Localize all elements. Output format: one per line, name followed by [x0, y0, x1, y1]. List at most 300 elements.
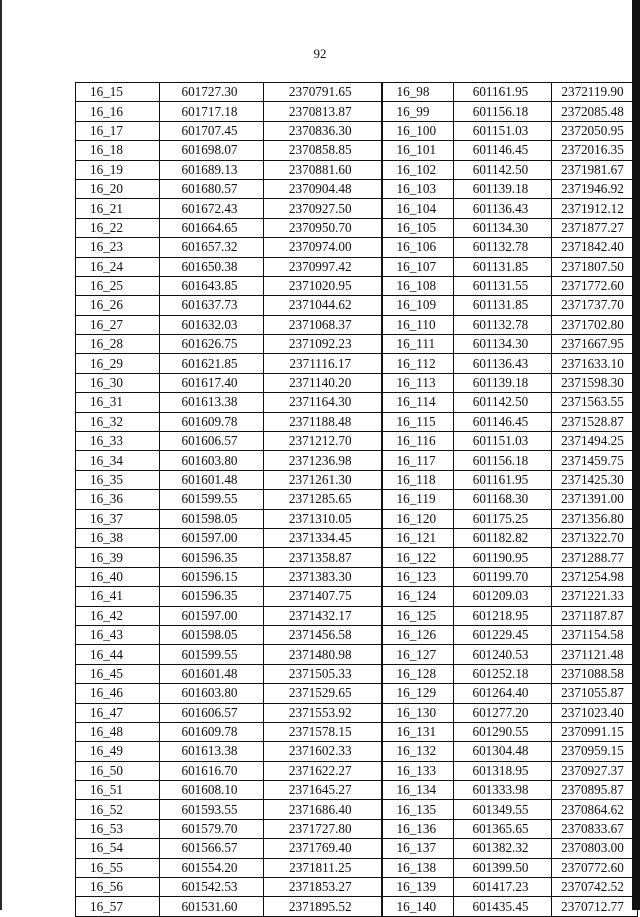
- x-coordinate-cell: 601672.43: [160, 199, 264, 218]
- table-row: [76, 315, 638, 334]
- x-coordinate-cell: 601621.85: [160, 354, 264, 373]
- x-coordinate-cell: 601566.57: [160, 839, 264, 858]
- table-row: [76, 761, 638, 780]
- point-id-cell: 16_122: [382, 548, 454, 567]
- point-id-cell: 16_56: [76, 878, 160, 897]
- y-coordinate-cell: 2372119.90: [552, 83, 638, 102]
- point-id-cell: 16_98: [382, 83, 454, 102]
- y-coordinate-cell: 2371895.52: [264, 897, 382, 916]
- y-coordinate-cell: 2371407.75: [264, 587, 382, 606]
- table-row: [76, 335, 638, 354]
- point-id-cell: 16_40: [76, 567, 160, 586]
- point-id-cell: 16_112: [382, 354, 454, 373]
- x-coordinate-cell: 601182.82: [454, 528, 552, 547]
- y-coordinate-cell: 2371116.17: [264, 354, 382, 373]
- x-coordinate-cell: 601240.53: [454, 645, 552, 664]
- y-coordinate-cell: 2371188.48: [264, 412, 382, 431]
- y-coordinate-cell: 2370803.00: [552, 839, 638, 858]
- point-id-cell: 16_29: [76, 354, 160, 373]
- table-row: [76, 509, 638, 528]
- table-row: [76, 878, 638, 897]
- x-coordinate-cell: 601151.03: [454, 121, 552, 140]
- y-coordinate-cell: 2371981.67: [552, 160, 638, 179]
- y-coordinate-cell: 2371261.30: [264, 470, 382, 489]
- x-coordinate-cell: 601603.80: [160, 684, 264, 703]
- table-row: [76, 703, 638, 722]
- table-row: [76, 121, 638, 140]
- point-id-cell: 16_107: [382, 257, 454, 276]
- y-coordinate-cell: 2371020.95: [264, 276, 382, 295]
- y-coordinate-cell: 2370712.77: [552, 897, 638, 916]
- table-row: [76, 587, 638, 606]
- table-row: [76, 141, 638, 160]
- x-coordinate-cell: 601598.05: [160, 509, 264, 528]
- y-coordinate-cell: 2371068.37: [264, 315, 382, 334]
- point-id-cell: 16_119: [382, 490, 454, 509]
- x-coordinate-cell: 601554.20: [160, 858, 264, 877]
- point-id-cell: 16_116: [382, 432, 454, 451]
- point-id-cell: 16_47: [76, 703, 160, 722]
- point-id-cell: 16_103: [382, 179, 454, 198]
- table-row: [76, 897, 638, 916]
- table-row: [76, 296, 638, 315]
- page-number: 92: [313, 46, 327, 61]
- x-coordinate-cell: 601617.40: [160, 373, 264, 392]
- x-coordinate-cell: 601349.55: [454, 800, 552, 819]
- x-coordinate-cell: 601650.38: [160, 257, 264, 276]
- y-coordinate-cell: 2371358.87: [264, 548, 382, 567]
- point-id-cell: 16_31: [76, 393, 160, 412]
- x-coordinate-cell: 601199.70: [454, 567, 552, 586]
- x-coordinate-cell: 601417.23: [454, 878, 552, 897]
- x-coordinate-cell: 601161.95: [454, 83, 552, 102]
- x-coordinate-cell: 601156.18: [454, 102, 552, 121]
- x-coordinate-cell: 601597.00: [160, 528, 264, 547]
- y-coordinate-cell: 2371667.95: [552, 335, 638, 354]
- x-coordinate-cell: 601626.75: [160, 335, 264, 354]
- x-coordinate-cell: 601603.80: [160, 451, 264, 470]
- y-coordinate-cell: 2371946.92: [552, 179, 638, 198]
- y-coordinate-cell: 2370772.60: [552, 858, 638, 877]
- table-row: [76, 238, 638, 257]
- x-coordinate-cell: 601151.03: [454, 432, 552, 451]
- point-id-cell: 16_34: [76, 451, 160, 470]
- y-coordinate-cell: 2370742.52: [552, 878, 638, 897]
- point-id-cell: 16_15: [76, 83, 160, 102]
- table-row: [76, 606, 638, 625]
- point-id-cell: 16_28: [76, 335, 160, 354]
- x-coordinate-cell: 601596.35: [160, 548, 264, 567]
- y-coordinate-cell: 2371702.80: [552, 315, 638, 334]
- x-coordinate-cell: 601616.70: [160, 761, 264, 780]
- y-coordinate-cell: 2370833.67: [552, 819, 638, 838]
- x-coordinate-cell: 601601.48: [160, 470, 264, 489]
- point-id-cell: 16_137: [382, 839, 454, 858]
- x-coordinate-cell: 601142.50: [454, 393, 552, 412]
- y-coordinate-cell: 2371383.30: [264, 567, 382, 586]
- x-coordinate-cell: 601139.18: [454, 373, 552, 392]
- y-coordinate-cell: 2371842.40: [552, 238, 638, 257]
- y-coordinate-cell: 2371140.20: [264, 373, 382, 392]
- x-coordinate-cell: 601290.55: [454, 722, 552, 741]
- point-id-cell: 16_55: [76, 858, 160, 877]
- point-id-cell: 16_51: [76, 781, 160, 800]
- y-coordinate-cell: 2370864.62: [552, 800, 638, 819]
- point-id-cell: 16_38: [76, 528, 160, 547]
- y-coordinate-cell: 2371092.23: [264, 335, 382, 354]
- point-id-cell: 16_49: [76, 742, 160, 761]
- point-id-cell: 16_39: [76, 548, 160, 567]
- x-coordinate-cell: 601382.32: [454, 839, 552, 858]
- point-id-cell: 16_130: [382, 703, 454, 722]
- y-coordinate-cell: 2370997.42: [264, 257, 382, 276]
- y-coordinate-cell: 2371221.33: [552, 587, 638, 606]
- point-id-cell: 16_20: [76, 179, 160, 198]
- point-id-cell: 16_117: [382, 451, 454, 470]
- point-id-cell: 16_120: [382, 509, 454, 528]
- table-row: [76, 451, 638, 470]
- y-coordinate-cell: 2371456.58: [264, 625, 382, 644]
- y-coordinate-cell: 2371505.33: [264, 664, 382, 683]
- x-coordinate-cell: 601131.85: [454, 257, 552, 276]
- table-row: [76, 528, 638, 547]
- x-coordinate-cell: 601727.30: [160, 83, 264, 102]
- x-coordinate-cell: 601613.38: [160, 742, 264, 761]
- y-coordinate-cell: 2370904.48: [264, 179, 382, 198]
- x-coordinate-cell: 601333.98: [454, 781, 552, 800]
- y-coordinate-cell: 2371212.70: [264, 432, 382, 451]
- x-coordinate-cell: 601643.85: [160, 276, 264, 295]
- point-id-cell: 16_99: [382, 102, 454, 121]
- point-id-cell: 16_24: [76, 257, 160, 276]
- x-coordinate-cell: 601596.15: [160, 567, 264, 586]
- x-coordinate-cell: 601609.78: [160, 412, 264, 431]
- point-id-cell: 16_25: [76, 276, 160, 295]
- y-coordinate-cell: 2371553.92: [264, 703, 382, 722]
- y-coordinate-cell: 2371432.17: [264, 606, 382, 625]
- y-coordinate-cell: 2371425.30: [552, 470, 638, 489]
- y-coordinate-cell: 2370895.87: [552, 781, 638, 800]
- x-coordinate-cell: 601608.10: [160, 781, 264, 800]
- point-id-cell: 16_108: [382, 276, 454, 295]
- x-coordinate-cell: 601657.32: [160, 238, 264, 257]
- point-id-cell: 16_115: [382, 412, 454, 431]
- point-id-cell: 16_109: [382, 296, 454, 315]
- x-coordinate-cell: 601609.78: [160, 722, 264, 741]
- x-coordinate-cell: 601593.55: [160, 800, 264, 819]
- table-row: [76, 373, 638, 392]
- point-id-cell: 16_100: [382, 121, 454, 140]
- y-coordinate-cell: 2371598.30: [552, 373, 638, 392]
- x-coordinate-cell: 601717.18: [160, 102, 264, 121]
- x-coordinate-cell: 601598.05: [160, 625, 264, 644]
- y-coordinate-cell: 2371055.87: [552, 684, 638, 703]
- point-id-cell: 16_106: [382, 238, 454, 257]
- x-coordinate-cell: 601680.57: [160, 179, 264, 198]
- y-coordinate-cell: 2371529.65: [264, 684, 382, 703]
- y-coordinate-cell: 2371528.87: [552, 412, 638, 431]
- point-id-cell: 16_37: [76, 509, 160, 528]
- point-id-cell: 16_133: [382, 761, 454, 780]
- y-coordinate-cell: 2370881.60: [264, 160, 382, 179]
- x-coordinate-cell: 601146.45: [454, 141, 552, 160]
- x-coordinate-cell: 601689.13: [160, 160, 264, 179]
- x-coordinate-cell: 601146.45: [454, 412, 552, 431]
- point-id-cell: 16_104: [382, 199, 454, 218]
- x-coordinate-cell: 601190.95: [454, 548, 552, 567]
- y-coordinate-cell: 2370813.87: [264, 102, 382, 121]
- table-row: [76, 102, 638, 121]
- table-row: [76, 684, 638, 703]
- y-coordinate-cell: 2371737.70: [552, 296, 638, 315]
- point-id-cell: 16_111: [382, 335, 454, 354]
- y-coordinate-cell: 2371811.25: [264, 858, 382, 877]
- point-id-cell: 16_44: [76, 645, 160, 664]
- point-id-cell: 16_27: [76, 315, 160, 334]
- x-coordinate-cell: 601277.20: [454, 703, 552, 722]
- point-id-cell: 16_53: [76, 819, 160, 838]
- x-coordinate-cell: 601664.65: [160, 218, 264, 237]
- y-coordinate-cell: 2371164.30: [264, 393, 382, 412]
- x-coordinate-cell: 601304.48: [454, 742, 552, 761]
- x-coordinate-cell: 601161.95: [454, 470, 552, 489]
- y-coordinate-cell: 2371727.80: [264, 819, 382, 838]
- y-coordinate-cell: 2371633.10: [552, 354, 638, 373]
- x-coordinate-cell: 601136.43: [454, 199, 552, 218]
- point-id-cell: 16_57: [76, 897, 160, 916]
- point-id-cell: 16_136: [382, 819, 454, 838]
- y-coordinate-cell: 2370927.50: [264, 199, 382, 218]
- table-row: [76, 412, 638, 431]
- table-row: [76, 742, 638, 761]
- y-coordinate-cell: 2370927.37: [552, 761, 638, 780]
- point-id-cell: 16_23: [76, 238, 160, 257]
- x-coordinate-cell: 601399.50: [454, 858, 552, 877]
- table-row: [76, 393, 638, 412]
- x-coordinate-cell: 601542.53: [160, 878, 264, 897]
- y-coordinate-cell: 2371853.27: [264, 878, 382, 897]
- y-coordinate-cell: 2371285.65: [264, 490, 382, 509]
- y-coordinate-cell: 2371645.27: [264, 781, 382, 800]
- x-coordinate-cell: 601142.50: [454, 160, 552, 179]
- table-row: [76, 800, 638, 819]
- table-row: [76, 722, 638, 741]
- y-coordinate-cell: 2371563.55: [552, 393, 638, 412]
- x-coordinate-cell: 601637.73: [160, 296, 264, 315]
- x-coordinate-cell: 601229.45: [454, 625, 552, 644]
- table-row: [76, 276, 638, 295]
- y-coordinate-cell: 2370858.85: [264, 141, 382, 160]
- y-coordinate-cell: 2371154.58: [552, 625, 638, 644]
- point-id-cell: 16_114: [382, 393, 454, 412]
- table-row: [76, 354, 638, 373]
- y-coordinate-cell: 2371356.80: [552, 509, 638, 528]
- y-coordinate-cell: 2370959.15: [552, 742, 638, 761]
- x-coordinate-cell: 601131.85: [454, 296, 552, 315]
- x-coordinate-cell: 601168.30: [454, 490, 552, 509]
- coordinates-table: [75, 82, 638, 917]
- point-id-cell: 16_16: [76, 102, 160, 121]
- x-coordinate-cell: 601632.03: [160, 315, 264, 334]
- y-coordinate-cell: 2371480.98: [264, 645, 382, 664]
- x-coordinate-cell: 601613.38: [160, 393, 264, 412]
- x-coordinate-cell: 601131.55: [454, 276, 552, 295]
- x-coordinate-cell: 601707.45: [160, 121, 264, 140]
- point-id-cell: 16_46: [76, 684, 160, 703]
- point-id-cell: 16_135: [382, 800, 454, 819]
- y-coordinate-cell: 2371494.25: [552, 432, 638, 451]
- y-coordinate-cell: 2370974.00: [264, 238, 382, 257]
- x-coordinate-cell: 601698.07: [160, 141, 264, 160]
- x-coordinate-cell: 601252.18: [454, 664, 552, 683]
- x-coordinate-cell: 601599.55: [160, 490, 264, 509]
- point-id-cell: 16_140: [382, 897, 454, 916]
- table-row: [76, 839, 638, 858]
- x-coordinate-cell: 601209.03: [454, 587, 552, 606]
- y-coordinate-cell: 2371578.15: [264, 722, 382, 741]
- y-coordinate-cell: 2371310.05: [264, 509, 382, 528]
- x-coordinate-cell: 601134.30: [454, 218, 552, 237]
- point-id-cell: 16_127: [382, 645, 454, 664]
- x-coordinate-cell: 601132.78: [454, 315, 552, 334]
- table-row: [76, 664, 638, 683]
- x-coordinate-cell: 601156.18: [454, 451, 552, 470]
- table-row: [76, 432, 638, 451]
- point-id-cell: 16_17: [76, 121, 160, 140]
- point-id-cell: 16_50: [76, 761, 160, 780]
- table-row: [76, 645, 638, 664]
- y-coordinate-cell: 2371023.40: [552, 703, 638, 722]
- y-coordinate-cell: 2371877.27: [552, 218, 638, 237]
- x-coordinate-cell: 601365.65: [454, 819, 552, 838]
- point-id-cell: 16_123: [382, 567, 454, 586]
- x-coordinate-cell: 601606.57: [160, 703, 264, 722]
- table-row: [76, 548, 638, 567]
- table-row: [76, 781, 638, 800]
- point-id-cell: 16_30: [76, 373, 160, 392]
- point-id-cell: 16_54: [76, 839, 160, 858]
- table-row: [76, 83, 638, 102]
- table-row: [76, 470, 638, 489]
- coordinates-table-body: [76, 83, 638, 917]
- point-id-cell: 16_26: [76, 296, 160, 315]
- table-row: [76, 858, 638, 877]
- x-coordinate-cell: 601218.95: [454, 606, 552, 625]
- y-coordinate-cell: 2371121.48: [552, 645, 638, 664]
- point-id-cell: 16_21: [76, 199, 160, 218]
- x-coordinate-cell: 601596.35: [160, 587, 264, 606]
- point-id-cell: 16_139: [382, 878, 454, 897]
- y-coordinate-cell: 2371769.40: [264, 839, 382, 858]
- y-coordinate-cell: 2372085.48: [552, 102, 638, 121]
- point-id-cell: 16_18: [76, 141, 160, 160]
- point-id-cell: 16_131: [382, 722, 454, 741]
- table-row: [76, 567, 638, 586]
- y-coordinate-cell: 2371187.87: [552, 606, 638, 625]
- x-coordinate-cell: 601132.78: [454, 238, 552, 257]
- y-coordinate-cell: 2371686.40: [264, 800, 382, 819]
- x-coordinate-cell: 601134.30: [454, 335, 552, 354]
- y-coordinate-cell: 2371334.45: [264, 528, 382, 547]
- y-coordinate-cell: 2371254.98: [552, 567, 638, 586]
- point-id-cell: 16_33: [76, 432, 160, 451]
- point-id-cell: 16_22: [76, 218, 160, 237]
- y-coordinate-cell: 2370791.65: [264, 83, 382, 102]
- x-coordinate-cell: 601599.55: [160, 645, 264, 664]
- table-row: [76, 819, 638, 838]
- y-coordinate-cell: 2370836.30: [264, 121, 382, 140]
- point-id-cell: 16_121: [382, 528, 454, 547]
- point-id-cell: 16_128: [382, 664, 454, 683]
- table-row: [76, 199, 638, 218]
- x-coordinate-cell: 601318.95: [454, 761, 552, 780]
- point-id-cell: 16_126: [382, 625, 454, 644]
- y-coordinate-cell: 2371044.62: [264, 296, 382, 315]
- y-coordinate-cell: 2370991.15: [552, 722, 638, 741]
- y-coordinate-cell: 2371807.50: [552, 257, 638, 276]
- point-id-cell: 16_42: [76, 606, 160, 625]
- point-id-cell: 16_102: [382, 160, 454, 179]
- y-coordinate-cell: 2371912.12: [552, 199, 638, 218]
- point-id-cell: 16_129: [382, 684, 454, 703]
- x-coordinate-cell: 601597.00: [160, 606, 264, 625]
- y-coordinate-cell: 2371322.70: [552, 528, 638, 547]
- point-id-cell: 16_36: [76, 490, 160, 509]
- point-id-cell: 16_32: [76, 412, 160, 431]
- y-coordinate-cell: 2371391.00: [552, 490, 638, 509]
- y-coordinate-cell: 2371772.60: [552, 276, 638, 295]
- x-coordinate-cell: 601531.60: [160, 897, 264, 916]
- point-id-cell: 16_105: [382, 218, 454, 237]
- x-coordinate-cell: 601139.18: [454, 179, 552, 198]
- point-id-cell: 16_35: [76, 470, 160, 489]
- point-id-cell: 16_45: [76, 664, 160, 683]
- point-id-cell: 16_125: [382, 606, 454, 625]
- y-coordinate-cell: 2371622.27: [264, 761, 382, 780]
- table-row: [76, 625, 638, 644]
- x-coordinate-cell: 601435.45: [454, 897, 552, 916]
- scan-frame-left-edge: [0, 0, 2, 910]
- point-id-cell: 16_113: [382, 373, 454, 392]
- point-id-cell: 16_134: [382, 781, 454, 800]
- point-id-cell: 16_48: [76, 722, 160, 741]
- point-id-cell: 16_19: [76, 160, 160, 179]
- point-id-cell: 16_101: [382, 141, 454, 160]
- point-id-cell: 16_52: [76, 800, 160, 819]
- y-coordinate-cell: 2372016.35: [552, 141, 638, 160]
- point-id-cell: 16_118: [382, 470, 454, 489]
- x-coordinate-cell: 601175.25: [454, 509, 552, 528]
- table-row: [76, 218, 638, 237]
- x-coordinate-cell: 601579.70: [160, 819, 264, 838]
- y-coordinate-cell: 2371602.33: [264, 742, 382, 761]
- y-coordinate-cell: 2372050.95: [552, 121, 638, 140]
- table-row: [76, 179, 638, 198]
- table-row: [76, 490, 638, 509]
- point-id-cell: 16_138: [382, 858, 454, 877]
- table-row: [76, 257, 638, 276]
- y-coordinate-cell: 2371236.98: [264, 451, 382, 470]
- point-id-cell: 16_41: [76, 587, 160, 606]
- y-coordinate-cell: 2371459.75: [552, 451, 638, 470]
- x-coordinate-cell: 601601.48: [160, 664, 264, 683]
- y-coordinate-cell: 2370950.70: [264, 218, 382, 237]
- y-coordinate-cell: 2371288.77: [552, 548, 638, 567]
- point-id-cell: 16_124: [382, 587, 454, 606]
- point-id-cell: 16_43: [76, 625, 160, 644]
- point-id-cell: 16_110: [382, 315, 454, 334]
- x-coordinate-cell: 601606.57: [160, 432, 264, 451]
